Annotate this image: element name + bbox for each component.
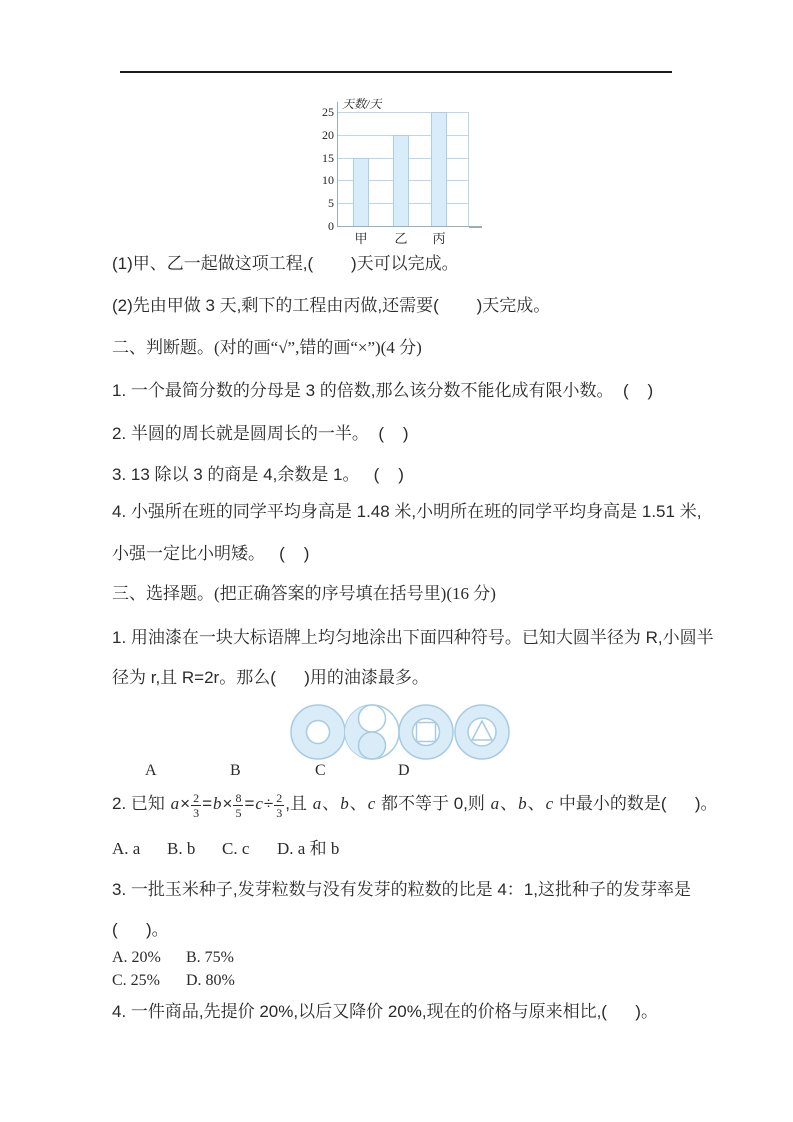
option-b: B. 75% <box>186 949 234 966</box>
x-category-label: 乙 <box>394 231 408 246</box>
judge-item-4-line1: 4. 小强所在班的同学平均身高是 1.48 米,小明所在班的同学平均身高是 1.51 米, <box>112 502 702 521</box>
formula-text: 中最小的数是( )。 <box>554 794 718 813</box>
fill-question-1: (1)甲、乙一起做这项工程,( )天可以完成。 <box>112 254 459 273</box>
formula-text: 、 <box>527 794 545 813</box>
judge-item-4-line2: 小强一定比小明矮。 ( ) <box>112 544 310 563</box>
formula-text: = <box>202 794 212 813</box>
header-divider <box>120 71 672 73</box>
formula-text: ÷ <box>263 794 274 813</box>
bar-丙 <box>431 112 447 226</box>
formula-variable: a <box>312 794 322 813</box>
formula-variable: b <box>340 794 349 813</box>
y-tick-label: 0 <box>328 219 334 233</box>
y-axis <box>337 102 339 112</box>
formula-text: 都不等于 0,则 <box>376 794 490 813</box>
judge-item-3: 3. 13 除以 3 的商是 4,余数是 1。 ( ) <box>112 465 404 484</box>
y-tick-label: 10 <box>322 173 334 188</box>
fraction-numerator: 2 <box>276 791 283 805</box>
taiji-symbol <box>345 705 399 759</box>
bar-chart <box>322 97 469 246</box>
fraction-denominator: 3 <box>193 806 200 820</box>
formula-variable: a <box>490 794 500 813</box>
circle-square-symbol <box>399 705 453 759</box>
fraction <box>274 792 284 819</box>
grid-line <box>338 112 469 113</box>
y-tick-label: 15 <box>322 150 334 165</box>
choice-question-3-line1: 3. 一批玉米种子,发芽粒数与没有发芽的粒数的比是 4：1,这批种子的发芽率是 <box>112 880 691 899</box>
option-a: A. a <box>112 839 141 858</box>
chart-right-border <box>468 112 469 226</box>
chart-y-axis-label: 天数/天 <box>342 97 382 111</box>
judge-item-2: 2. 半圆的周长就是圆周长的一半。 ( ) <box>112 424 409 443</box>
symbol-label-c: C <box>315 762 326 779</box>
option-d: D. 80% <box>186 972 235 989</box>
formula-text: = <box>244 794 255 813</box>
choice-question-3-options-row2 <box>112 971 235 991</box>
formula-variable: c <box>255 794 263 813</box>
formula-variable: c <box>367 794 376 813</box>
symbol-label-a: A <box>145 762 157 779</box>
choice-question-3-line2: ( )。 <box>112 920 169 939</box>
choice-question-3-options-row1 <box>112 948 234 968</box>
symbol-label-b: B <box>230 762 241 779</box>
choice-question-1-line1: 1. 用油漆在一块大标语牌上均匀地涂出下面四种符号。已知大圆半径为 R,小圆半 <box>112 628 714 647</box>
formula-text: 2. 已知 <box>112 794 170 813</box>
symbol-label-d: D <box>398 762 410 779</box>
bar-乙 <box>393 135 409 226</box>
option-a: A. 20% <box>112 949 161 966</box>
fraction <box>233 792 243 819</box>
option-c: C. c <box>222 839 250 858</box>
formula-text: × <box>222 794 233 813</box>
formula-variable: a <box>170 794 180 813</box>
y-tick-label: 25 <box>322 105 334 119</box>
formula-variable: b <box>213 794 222 813</box>
formula-variable: c <box>545 794 554 813</box>
fraction <box>191 792 201 819</box>
section-choice-heading: 三、选择题。(把正确答案的序号填在括号里)(16 分) <box>112 584 496 603</box>
circle-triangle-symbol <box>455 705 509 759</box>
formula-text: 、 <box>322 794 340 813</box>
formula-text: 、 <box>349 794 367 813</box>
formula-text: × <box>180 794 191 813</box>
choice-question-2-options <box>112 838 339 859</box>
choice-question-1-line2: 径为 r,且 R=2r。那么( )用的油漆最多。 <box>112 668 429 687</box>
fraction-numerator: 2 <box>193 791 200 805</box>
choice-question-2-formula <box>112 789 718 819</box>
y-tick-label: 20 <box>322 127 334 142</box>
formula-text: ,且 <box>285 794 312 813</box>
bar-甲 <box>353 158 369 226</box>
formula-variable: b <box>518 794 527 813</box>
ring-symbol <box>291 705 345 759</box>
x-category-label: 甲 <box>354 231 368 246</box>
x-category-label: 丙 <box>432 231 446 246</box>
formula-text: 、 <box>500 794 518 813</box>
option-d: D. a 和 b <box>277 839 340 858</box>
y-tick-label: 5 <box>328 196 334 211</box>
fraction-denominator: 5 <box>235 806 242 820</box>
fraction-numerator: 8 <box>235 791 242 805</box>
option-c: C. 25% <box>112 972 160 989</box>
x-axis <box>469 226 482 228</box>
section-judge-heading: 二、判断题。(对的画“√”,错的画“×”)(4 分) <box>112 338 422 357</box>
judge-item-1: 1. 一个最简分数的分母是 3 的倍数,那么该分数不能化成有限小数。 ( ) <box>112 381 654 400</box>
fraction-denominator: 3 <box>276 806 283 820</box>
choice-question-4: 4. 一件商品,先提价 20%,以后又降价 20%,现在的价格与原来相比,( )。 <box>112 1002 658 1021</box>
symbol-illustrations <box>290 699 516 765</box>
fill-question-2: (2)先由甲做 3 天,剩下的工程由丙做,还需要( )天完成。 <box>112 296 551 315</box>
option-b: B. b <box>167 839 196 858</box>
